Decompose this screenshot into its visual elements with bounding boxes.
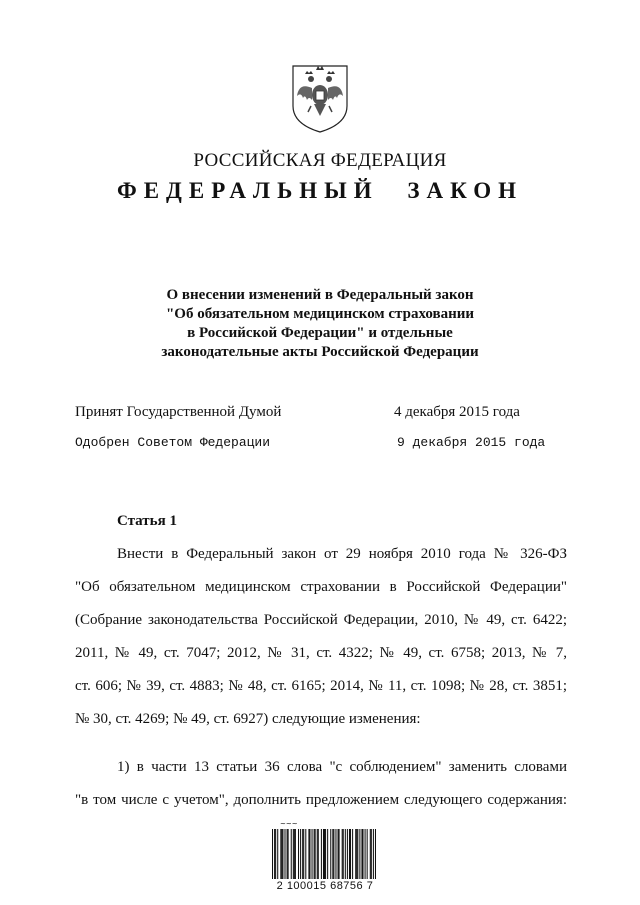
text-line: 1) в части 13 статьи 36 слова "с соблюдением" заменить словами bbox=[117, 759, 567, 775]
law-title bbox=[100, 286, 540, 362]
article-heading: Статья 1 bbox=[117, 513, 177, 529]
law-title-line: "Об обязательном медицинском страховании bbox=[165, 306, 475, 322]
barcode-bars bbox=[272, 829, 376, 879]
text-line: Внести в Федеральный закон от 29 ноября 2010 года № 326-ФЗ bbox=[117, 546, 567, 562]
text-line: № 30, ст. 4269; № 49, ст. 6927) следующие изменения: bbox=[75, 711, 421, 727]
law-title-line: О внесении изменений в Федеральный закон bbox=[166, 287, 474, 303]
law-title-line: законодательные акты Российской Федерации bbox=[161, 344, 479, 360]
document-type: ФЕДЕРАЛЬНЫЙ ЗАКОН bbox=[116, 178, 524, 203]
country-name: РОССИЙСКАЯ ФЕДЕРАЦИЯ bbox=[193, 150, 447, 171]
barcode-number: 2 100015 68756 7 bbox=[276, 880, 374, 892]
barcode bbox=[270, 820, 380, 900]
law-title-line: в Российской Федерации" и отдельные bbox=[187, 325, 453, 341]
adoption-label: Одобрен Советом Федерации bbox=[75, 435, 271, 450]
adoption-date: 4 декабря 2015 года bbox=[394, 404, 520, 420]
text-line: "Об обязательном медицинском страховании в Российской Федерации" bbox=[75, 579, 567, 595]
russian-coat-of-arms-icon bbox=[289, 62, 351, 134]
adoption-label: Принят Государственной Думой bbox=[75, 404, 282, 420]
barcode-top-text: ~~~ bbox=[280, 820, 298, 828]
text-line: (Собрание законодательства Российской Федерации, 2010, № 49, ст. 6422; bbox=[75, 612, 567, 628]
adoption-date: 9 декабря 2015 года bbox=[397, 435, 546, 450]
text-line: ст. 606; № 39, ст. 4883; № 48, ст. 6165; 2014, № 11, ст. 1098; № 28, ст. 3851; bbox=[75, 678, 567, 694]
text-line: 2011, № 49, ст. 7047; 2012, № 31, ст. 4322; № 49, ст. 6758; 2013, № 7, bbox=[75, 645, 567, 661]
text-line: "в том числе с учетом", дополнить предложением следующего содержания: bbox=[75, 792, 567, 808]
